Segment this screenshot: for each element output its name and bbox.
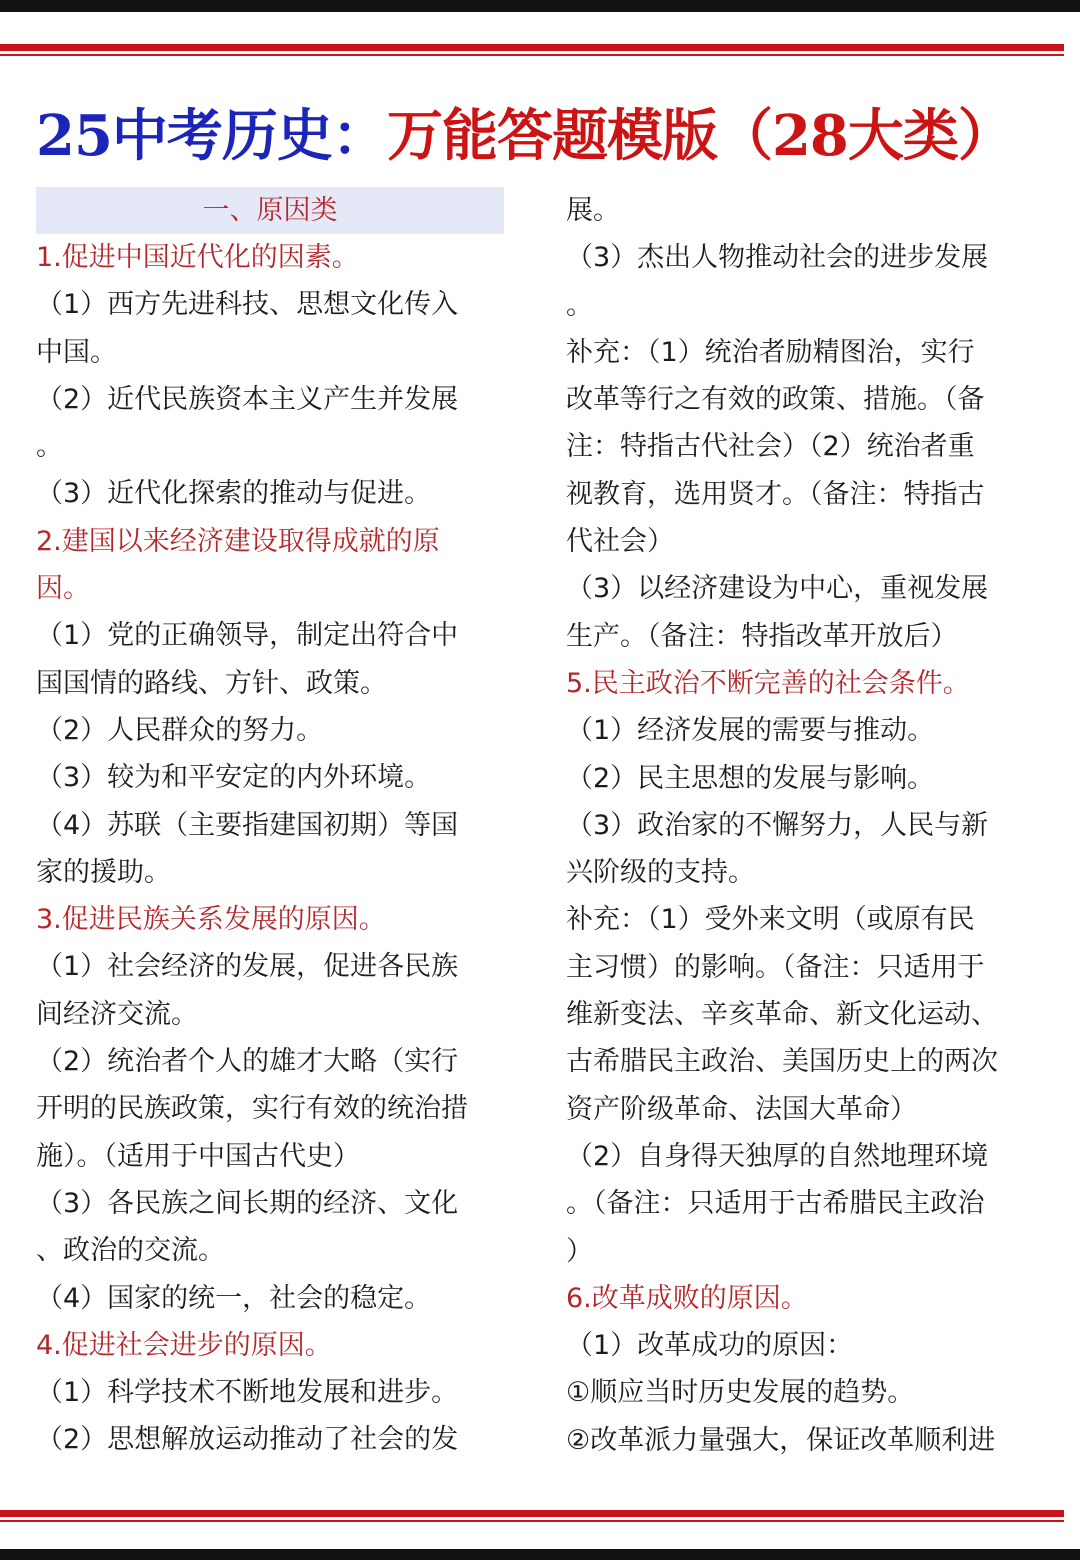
right-text-line: ②改革派力量强大，保证改革顺利进 bbox=[566, 1424, 996, 1456]
right-text-line: ） bbox=[566, 1235, 593, 1267]
left-text-line: （3）较为和平安定的内外环境。 bbox=[36, 762, 432, 794]
right-text-line: 补充：（1）统治者励精图治，实行 bbox=[566, 336, 975, 368]
question-heading: 因。 bbox=[36, 573, 90, 605]
left-text-line: 。 bbox=[36, 431, 63, 463]
right-text-line: （3）以经济建设为中心，重视发展 bbox=[566, 573, 989, 605]
left-text-line: （4）苏联（主要指建国初期）等国 bbox=[36, 809, 459, 841]
right-text-line: （2）民主思想的发展与影响。 bbox=[566, 762, 935, 794]
right-text-line: 维新变法、辛亥革命、新文化运动、 bbox=[566, 999, 998, 1031]
right-text-line: 兴阶级的支持。 bbox=[566, 857, 755, 889]
title-prefix: 25中考历史： bbox=[36, 103, 387, 169]
right-text-line: 资产阶级革命、法国大革命） bbox=[566, 1093, 917, 1125]
left-text-line: 中国。 bbox=[36, 336, 117, 368]
left-text-line: 开明的民族政策，实行有效的统治措 bbox=[36, 1093, 468, 1125]
header-divider bbox=[0, 44, 1064, 56]
right-text-line: 改革等行之有效的政策、措施。（备 bbox=[566, 384, 985, 416]
right-text-line: ①顺应当时历史发展的趋势。 bbox=[566, 1377, 915, 1409]
left-text-line: 国国情的路线、方针、政策。 bbox=[36, 667, 387, 699]
question-heading: 3.促进民族关系发展的原因。 bbox=[36, 904, 386, 936]
left-text-line: （2）人民群众的努力。 bbox=[36, 714, 324, 746]
left-text-line: （2）思想解放运动推动了社会的发 bbox=[36, 1424, 459, 1456]
bottom-border bbox=[0, 1549, 1080, 1560]
right-text-line: 补充：（1）受外来文明（或原有民 bbox=[566, 904, 975, 936]
right-text-line: 视教育，选用贤才。（备注：特指古 bbox=[566, 478, 985, 510]
left-text-line: （3）近代化探索的推动与促进。 bbox=[36, 478, 432, 510]
left-text-line: （1）社会经济的发展，促进各民族 bbox=[36, 951, 459, 983]
right-text-line: 。（备注：只适用于古希腊民主政治 bbox=[566, 1188, 985, 1220]
left-text-line: （2）统治者个人的雄才大略（实行 bbox=[36, 1046, 459, 1078]
footer-divider bbox=[0, 1510, 1064, 1522]
right-text-line: 代社会） bbox=[566, 526, 674, 558]
left-text-line: （1）西方先进科技、思想文化传入 bbox=[36, 289, 459, 321]
right-text-line: 生产。（备注：特指改革开放后） bbox=[566, 620, 958, 652]
question-heading: 5.民主政治不断完善的社会条件。 bbox=[566, 667, 970, 699]
question-heading: 6.改革成败的原因。 bbox=[566, 1282, 808, 1314]
page-title bbox=[36, 96, 1076, 176]
left-text-line: 家的援助。 bbox=[36, 856, 171, 888]
right-text-line: 。 bbox=[566, 289, 593, 321]
right-text-line: （3）杰出人物推动社会的进步发展 bbox=[566, 242, 989, 274]
right-text-line: （1）改革成功的原因： bbox=[566, 1330, 854, 1362]
left-text-line: 间经济交流。 bbox=[36, 998, 198, 1030]
right-text-line: （3）政治家的不懈努力，人民与新 bbox=[566, 809, 989, 841]
left-text-line: 施）。（适用于中国古代史） bbox=[36, 1140, 360, 1172]
right-column bbox=[566, 187, 1034, 1464]
question-heading: 1.促进中国近代化的因素。 bbox=[36, 242, 359, 273]
left-text-line: （2）近代民族资本主义产生并发展 bbox=[36, 383, 459, 415]
left-text-line: （3）各民族之间长期的经济、文化 bbox=[36, 1187, 459, 1219]
left-text-line: （4）国家的统一，社会的稳定。 bbox=[36, 1282, 432, 1314]
left-text-line: （1）党的正确领导，制定出符合中 bbox=[36, 620, 459, 652]
category-heading: 一、原因类 bbox=[36, 187, 504, 234]
right-text-line: 注：特指古代社会）（2）统治者重 bbox=[566, 431, 975, 463]
left-text-line: 、政治的交流。 bbox=[36, 1235, 225, 1267]
right-text-line: 展。 bbox=[566, 195, 620, 226]
left-text-line: （1）科学技术不断地发展和进步。 bbox=[36, 1377, 459, 1409]
left-column bbox=[36, 187, 504, 1464]
right-text-line: 主习惯）的影响。（备注：只适用于 bbox=[566, 951, 985, 983]
question-heading: 4.促进社会进步的原因。 bbox=[36, 1329, 332, 1361]
top-border bbox=[0, 0, 1080, 12]
right-text-line: （1）经济发展的需要与推动。 bbox=[566, 715, 935, 747]
title-main: 万能答题模版（28大类） bbox=[386, 103, 1013, 169]
right-text-line: 古希腊民主政治、美国历史上的两次 bbox=[566, 1046, 998, 1078]
right-text-line: （2）自身得天独厚的自然地理环境 bbox=[566, 1140, 989, 1172]
question-heading: 2.建国以来经济建设取得成就的原 bbox=[36, 525, 440, 557]
